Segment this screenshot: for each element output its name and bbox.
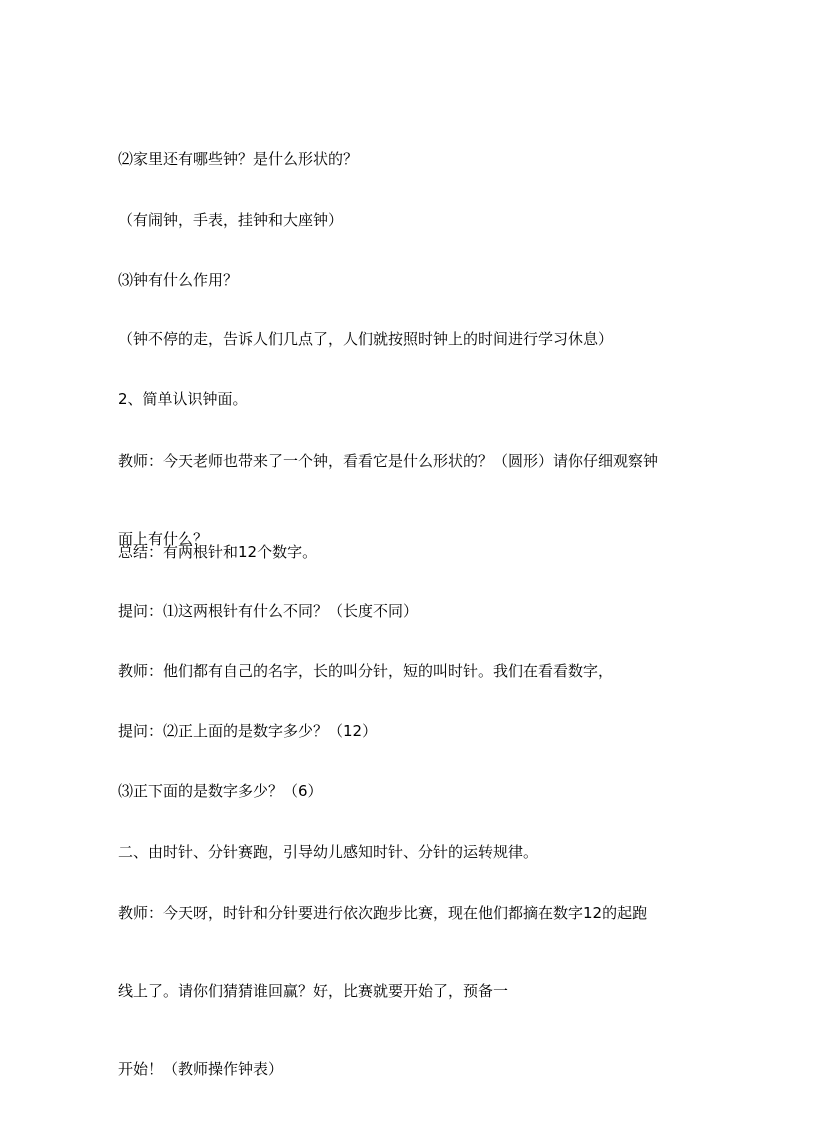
text-line: （钟不停的走，告诉人们几点了，人们就按照时钟上的时间进行学习休息）	[118, 330, 614, 348]
text-line: 教师：今天呀，时针和分针要进行依次跑步比赛，现在他们都摘在数字12的起跑	[118, 904, 648, 922]
text-line: 教师：他们都有自己的名字，长的叫分针，短的叫时针。我们在看看数字，	[118, 662, 614, 680]
text-line: ⑶正下面的是数字多少？（6）	[118, 782, 323, 800]
text-line: （有闹钟，手表，挂钟和大座钟）	[118, 211, 344, 229]
paragraph-teacher-race-start	[118, 848, 708, 1134]
text-line: 面上有什么？	[118, 530, 209, 548]
text-line: 线上了。请你们猜猜谁回赢？好，比赛就要开始了，预备一	[118, 982, 509, 1000]
text-line: 总结：有两根针和12个数字。	[118, 543, 318, 561]
text-line: 二、由时针、分针赛跑，引导幼儿感知时针、分针的运转规律。	[118, 843, 539, 861]
text-line: 提问：⑵正上面的是数字多少？（12）	[118, 722, 378, 740]
text-line: ⑶钟有什么作用？	[118, 271, 239, 289]
text-line: 开始！（教师操作钟表）	[118, 1060, 284, 1078]
text-line: ⑵家里还有哪些钟？是什么形状的？	[118, 150, 359, 168]
text-line: 2、简单认识钟面。	[118, 390, 248, 408]
text-line: 提问：⑴这两根针有什么不同？（长度不同）	[118, 602, 419, 620]
text-line: 教师：今天老师也带来了一个钟，看看它是什么形状的？（圆形）请你仔细观察钟	[118, 452, 659, 470]
